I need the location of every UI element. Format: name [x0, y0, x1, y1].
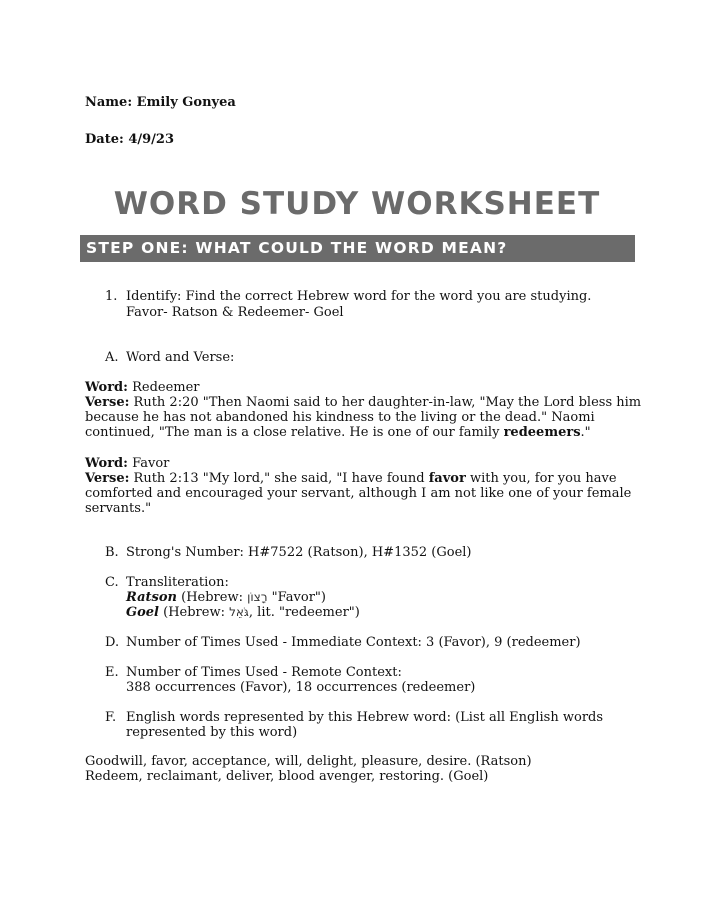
item-e-answer: 388 occurrences (Favor), 18 occurrences (redeemer) [126, 680, 476, 695]
date-line [85, 132, 174, 147]
verse1-verse-bold: redeemers [503, 425, 581, 440]
item-f-text-line2: represented by this word) [126, 725, 298, 740]
date-value: 4/9/23 [128, 132, 174, 147]
verse1-verse-pre: Ruth 2:20 "Then Naomi said to her daughter-in-law, "May the Lord bless him because he has not abandoned his kindness to the living or the dead." Naomi continued, "The man is a close relative. He is one of our family [85, 395, 642, 440]
verse1-verse-post: ." [580, 425, 591, 440]
ratson-pre: (Hebrew: [176, 590, 248, 605]
goel-pre: (Hebrew: [158, 605, 230, 620]
item-d-text: Number of Times Used - Immediate Context: 3 (Favor), 9 (redeemer) [126, 635, 581, 650]
item-b-marker: B. [105, 545, 119, 560]
item-1-marker: 1. [105, 289, 118, 304]
ratson-transliteration [126, 590, 326, 605]
item-c-text: Transliteration: [126, 575, 229, 590]
goel-word: Goel [126, 605, 159, 620]
ratson-english-words: Goodwill, favor, acceptance, will, delight, pleasure, desire. (Ratson) [85, 754, 532, 769]
goel-post: , lit. "redeemer") [248, 605, 360, 620]
step-one-heading: STEP ONE: WHAT COULD THE WORD MEAN? [80, 235, 635, 262]
item-1-text: Identify: Find the correct Hebrew word for the word you are studying. [126, 289, 592, 304]
item-e-text: Number of Times Used - Remote Context: [126, 665, 402, 680]
verse2-verse-label: Verse: [85, 471, 130, 486]
item-a-marker: A. [105, 350, 119, 365]
verse2-verse-pre: Ruth 2:13 "My lord," she said, "I have found [133, 471, 429, 486]
name-label: Name: [85, 95, 133, 110]
item-f-marker: F. [105, 710, 117, 725]
page-title: WORD STUDY WORKSHEET [113, 186, 601, 222]
verse1-word-label: Word: [85, 380, 128, 395]
item-e-marker: E. [105, 665, 119, 680]
name-line [85, 95, 236, 110]
verse2-word: Favor [132, 456, 170, 471]
verse1-verse-label: Verse: [85, 395, 130, 410]
verse1-word-line [85, 380, 200, 395]
verse1-word: Redeemer [132, 380, 200, 395]
item-f-text-line1: English words represented by this Hebrew word: (List all English words [126, 710, 604, 725]
verse2-text [85, 471, 645, 516]
verse2-word-label: Word: [85, 456, 128, 471]
goel-english-words: Redeem, reclaimant, deliver, blood avenger, restoring. (Goel) [85, 769, 489, 784]
verse2-verse-bold: favor [428, 471, 466, 486]
date-label: Date: [85, 132, 124, 147]
item-b-text: Strong's Number: H#7522 (Ratson), H#1352 (Goel) [126, 545, 472, 560]
item-1-answer: Favor- Ratson & Redeemer- Goel [126, 305, 344, 320]
name-value: Emily Gonyea [136, 95, 236, 110]
item-a-text: Word and Verse: [126, 350, 235, 365]
goel-hebrew: גֹּאֵל [229, 605, 249, 619]
goel-transliteration [126, 605, 360, 620]
item-d-marker: D. [105, 635, 120, 650]
verse1-text [85, 395, 645, 440]
ratson-word: Ratson [126, 590, 177, 605]
verse2-verse-post: with you, for you have comforted and encouraged your servant, although I am not like one of your female servants." [85, 471, 632, 516]
verse2-word-line [85, 456, 169, 471]
item-c-marker: C. [105, 575, 119, 590]
ratson-post: "Favor") [267, 590, 326, 605]
ratson-hebrew: רָצוֹן [247, 590, 268, 604]
